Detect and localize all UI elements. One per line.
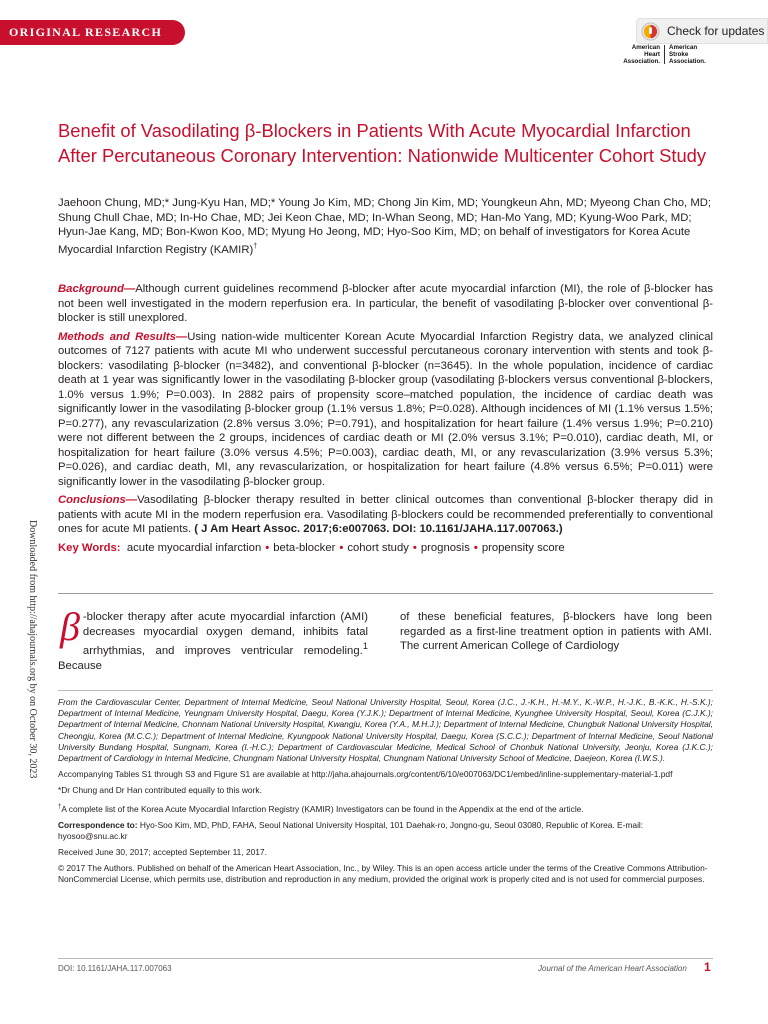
conclusions-heading: Conclusions— bbox=[58, 494, 138, 506]
author-list bbox=[58, 196, 718, 257]
body-column-right bbox=[400, 610, 712, 654]
abstract-methods bbox=[58, 330, 713, 490]
kamir-note-text: A complete list of the Korea Acute Myocardial Infarction Registry (KAMIR) Investigators can be found in the Appendix at the end of the article. bbox=[61, 803, 584, 814]
correspondence bbox=[58, 820, 713, 842]
publisher-logos bbox=[620, 44, 760, 66]
copyright: © 2017 The Authors. Published on behalf of the American Heart Association, Inc., by Wiley. This is an open access article under the terms of the Creative Commons Attribution-NonCommercial License, which permits use, distribution and reproduction in any medium, provided the original work is properly cited and is not used for commercial purposes. bbox=[58, 863, 708, 885]
section-label: ORIGINAL RESEARCH bbox=[9, 25, 163, 39]
body-text-left-tail: Because bbox=[58, 659, 102, 672]
authors-text: Jaehoon Chung, MD;* Jung-Kyu Han, MD;* Young Jo Kim, MD; Chong Jin Kim, MD; Youngkeun Ahn, MD; Myeong Chan Cho, MD; Shung Chull Chae, MD; In-Ho Chae, MD; Jei Keon Chae, MD; In-Whan Seong, MD; Han-Mo Yang, MD; Kyung-Woo Park, MD; Hyun-Jae Kang, MD; Bon-Kwon Koo, MD; Myung Ho Jeong, MD; Hyo-Soo Kim, MD; on behalf of investigators for Korea Acute Myocardial Infarction Registry (KAMIR) bbox=[58, 197, 712, 256]
keyword-item: cohort study bbox=[347, 541, 409, 554]
kamir-mark: † bbox=[58, 803, 62, 810]
keyword-separator: • bbox=[473, 541, 478, 554]
keyword-item: prognosis bbox=[420, 541, 470, 554]
section-banner bbox=[0, 20, 185, 45]
equal-contribution-note: *Dr Chung and Dr Han contributed equally to this work. bbox=[58, 785, 262, 796]
methods-heading: Methods and Results— bbox=[58, 330, 188, 343]
methods-text: Using nation-wide multicenter Korean Acute Myocardial Infarction Registry data, we analyzed clinical outcomes of 7127 patients with acute MI who underwent successful percutaneous coronary intervention with stents and took β-blockers: vasodilating β-blocker (n=3482), and conventional β-blocker (n=3645). In the whole population, incidence of cardiac death at 1 year was significantly lower in the vasodilating β-blocker group (vasodilating β-blockers versus conventional β-blockers, 1.0% versus 1.9%; P=0.003). In 2882 pairs of propensity score–matched population, the incidence of cardiac death was significantly lower in the vasodilating β-blocker group (1.1% versus 1.8%; P=0.028). Although incidences of MI (1.1% versus 1.5%; P=0.277), any revascularization (2.8% versus 3.0%; P=0.791), and hospitalization for heart failure (1.4% versus 1.9%; P=0.210) were not different between the 2 groups, incidences of cardiac death or MI (2.0% versus 3.1%; P=0.010), cardiac death, MI, or hospitalization for heart failure (3.0% versus 4.5%; P=0.003), cardiac death, MI, or any revascularization (3.9% versus 5.3%; P=0.026), and cardiac death, MI, any revascularization, or hospitalization for heart failure (4.8% versus 6.5%; P=0.011) were significantly lower in the vasodilating β-blocker group. bbox=[58, 330, 713, 488]
correspondence-text: Hyo-Soo Kim, MD, PhD, FAHA, Seoul National University Hospital, 101 Daehak-ro, Jongno-gu, Seoul 03080, Republic of Korea. E-mail: hyosoo@snu.ac.kr bbox=[58, 819, 644, 841]
abstract-conclusions bbox=[58, 493, 713, 537]
footer-journal: Journal of the American Heart Association bbox=[538, 964, 687, 973]
background-heading: Background— bbox=[58, 283, 136, 295]
check-updates-label[interactable]: Check for updates bbox=[667, 24, 765, 38]
asa-logo: American Stroke Association. bbox=[669, 44, 706, 65]
footer-divider bbox=[58, 958, 713, 959]
download-watermark bbox=[22, 520, 42, 820]
download-watermark-text: Downloaded from http://ahajournals.org by on October 30, 2023 bbox=[27, 520, 38, 779]
aha-logo: American Heart Association. bbox=[623, 44, 660, 65]
logo-divider bbox=[664, 45, 665, 64]
keyword-item: propensity score bbox=[481, 541, 565, 554]
footnotes bbox=[58, 697, 713, 891]
background-text: Although current guidelines recommend β-blocker after acute myocardial infarction (MI), the role of β-blocker has not been well investigated in the modern reperfusion era. In particular, the benefit of vasodilating β-blocker over conventional β-blocker is still unexplored. bbox=[58, 283, 713, 324]
authors-mark: † bbox=[253, 242, 258, 250]
correspondence-label: Correspondence to: bbox=[58, 819, 138, 830]
supplement-note: Accompanying Tables S1 through S3 and Figure S1 are available at http://jaha.ahajournals.org/content/6/10/e007063/DC1/embed/inline-supplementary-material-1.pdf bbox=[58, 769, 673, 780]
body-text-left: -blocker therapy after acute myocardial infarction (AMI) decreases myocardial oxygen demand, inhibits fatal arrhythmias, and improves ventricular remodeling. bbox=[82, 611, 368, 658]
citation: ( J Am Heart Assoc. 2017;6:e007063. DOI: 10.1161/JAHA.117.007063.) bbox=[194, 523, 563, 535]
body-text-right: of these beneficial features, β-blockers have long been regarded as a first-line treatment option in patients with AMI. The current American College of Cardiology bbox=[400, 611, 712, 653]
kamir-note bbox=[58, 802, 713, 815]
keywords-label: Key Words: bbox=[58, 541, 121, 554]
abstract bbox=[58, 282, 713, 559]
received-dates: Received June 30, 2017; accepted September 11, 2017. bbox=[58, 847, 267, 858]
abstract-divider bbox=[58, 593, 713, 594]
footer-doi: DOI: 10.1161/JAHA.117.007063 bbox=[58, 964, 172, 973]
drop-cap: β bbox=[60, 604, 80, 649]
conclusions-text: Vasodilating β-blocker therapy resulted in better clinical outcomes than conventional β-blocker therapy did in patients with acute MI in the modern reperfusion era. Vasodilating β-blockers could be recommended preferentially to conventional ones for acute MI patients. bbox=[58, 494, 713, 535]
keyword-item: acute myocardial infarction bbox=[126, 541, 262, 554]
keyword-separator: • bbox=[265, 541, 270, 554]
footnote-divider bbox=[58, 690, 713, 691]
article-title: Benefit of Vasodilating β-Blockers in Patients With Acute Myocardial Infarction After Percutaneous Coronary Intervention: Nationwide Multicenter Cohort Study bbox=[58, 120, 707, 166]
keywords bbox=[58, 541, 713, 556]
affiliations: From the Cardiovascular Center, Department of Internal Medicine, Seoul National University Hospital, Seoul, Korea (J.C., J.-K.H., H.-M.Y., K.-W.P., H.-J.K., B.-K.K., H.-S.K.); Department of Internal Medicine, Yeungnam University Hospital, Daegu, Korea (Y.J.K.); Department of Internal Medicine, Kyunghee University Hospital, Seoul, Korea (C.J.K.); Department of Internal Medicine, Chonnam National University Hospital, Kwangju, Korea (Y.A., M.H.J.); Department of Internal Medicine, Chungbuk National University Hospital, Cheongju, Korea (M.C.C.); Department of Internal Medicine, Kyungpook National University Hospital, Daegu, Korea (S.C.C.); Department of Internal Medicine, Seoul National University Bundang Hospital, Sungnam, Korea (I.-H.C.); Department of Cardiovascular Medicine, Medical School of Chonbuk National University, Jeonju, Korea (J.K.C.); Department of Cardiology in Internal Medicine, Chungnam National University Hospital, Chungnam National University School of Medicine, Daejeon, Korea (I.W.S.). bbox=[58, 697, 713, 764]
reference-mark: 1 bbox=[362, 640, 368, 652]
abstract-background bbox=[58, 282, 713, 326]
body-column-left bbox=[58, 604, 368, 674]
check-for-updates-button[interactable] bbox=[636, 18, 768, 44]
page-number: 1 bbox=[704, 960, 711, 974]
keyword-separator: • bbox=[412, 541, 417, 554]
keyword-item: beta-blocker bbox=[273, 541, 336, 554]
keyword-separator: • bbox=[339, 541, 344, 554]
check-updates-icon bbox=[641, 22, 660, 41]
